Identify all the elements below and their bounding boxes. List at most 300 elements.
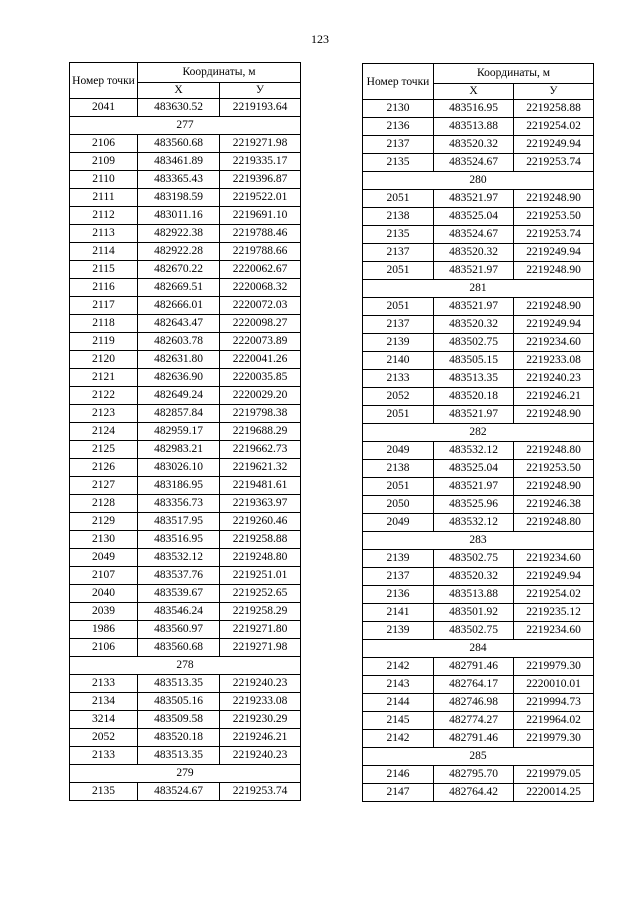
x-coordinate-cell: 482791.46	[434, 730, 514, 748]
x-coordinate-cell: 483532.12	[138, 549, 220, 567]
point-number-cell: 2139	[363, 334, 434, 352]
x-coordinate-cell: 482631.80	[138, 351, 220, 369]
x-coordinate-cell: 483546.24	[138, 603, 220, 621]
y-coordinate-cell: 2219253.50	[514, 208, 594, 226]
header-coordinates: Координаты, м	[138, 63, 301, 83]
y-coordinate-cell: 2219235.12	[514, 604, 594, 622]
y-coordinate-cell: 2219252.65	[220, 585, 301, 603]
section-row	[363, 172, 594, 190]
x-coordinate-cell: 483513.88	[434, 586, 514, 604]
point-number-cell: 2039	[70, 603, 138, 621]
section-label: 283	[363, 532, 594, 550]
table-row	[70, 747, 301, 765]
table-row	[70, 729, 301, 747]
y-coordinate-cell: 2220035.85	[220, 369, 301, 387]
coordinates-table-left	[69, 62, 301, 801]
table-row	[363, 604, 594, 622]
y-coordinate-cell: 2219249.94	[514, 316, 594, 334]
y-coordinate-cell: 2219662.73	[220, 441, 301, 459]
section-label: 279	[70, 765, 301, 783]
point-number-cell: 2145	[363, 712, 434, 730]
table-row	[70, 153, 301, 171]
table-row	[70, 585, 301, 603]
x-coordinate-cell: 483524.67	[138, 783, 220, 801]
x-coordinate-cell: 483186.95	[138, 477, 220, 495]
y-coordinate-cell: 2219271.98	[220, 135, 301, 153]
table-row	[363, 730, 594, 748]
y-coordinate-cell: 2220068.32	[220, 279, 301, 297]
y-coordinate-cell: 2219246.21	[514, 388, 594, 406]
table-row	[70, 477, 301, 495]
y-coordinate-cell: 2219249.94	[514, 568, 594, 586]
section-label: 284	[363, 640, 594, 658]
x-coordinate-cell: 483525.04	[434, 208, 514, 226]
point-number-cell: 2134	[70, 693, 138, 711]
table-row	[363, 442, 594, 460]
x-coordinate-cell: 483513.88	[434, 118, 514, 136]
x-coordinate-cell: 483560.68	[138, 639, 220, 657]
y-coordinate-cell: 2220073.89	[220, 333, 301, 351]
point-number-cell: 2118	[70, 315, 138, 333]
y-coordinate-cell: 2219258.29	[220, 603, 301, 621]
section-label: 285	[363, 748, 594, 766]
x-coordinate-cell: 482649.24	[138, 387, 220, 405]
point-number-cell: 2122	[70, 387, 138, 405]
x-coordinate-cell: 483505.15	[434, 352, 514, 370]
x-coordinate-cell: 483502.75	[434, 334, 514, 352]
x-coordinate-cell: 483521.97	[434, 190, 514, 208]
section-label: 281	[363, 280, 594, 298]
y-coordinate-cell: 2219246.38	[514, 496, 594, 514]
x-coordinate-cell: 483537.76	[138, 567, 220, 585]
y-coordinate-cell: 2219233.08	[514, 352, 594, 370]
table-row	[70, 495, 301, 513]
point-number-cell: 2106	[70, 135, 138, 153]
point-number-cell: 2115	[70, 261, 138, 279]
y-coordinate-cell: 2219248.90	[514, 262, 594, 280]
x-coordinate-cell: 483525.04	[434, 460, 514, 478]
point-number-cell: 2120	[70, 351, 138, 369]
section-label: 277	[70, 117, 301, 135]
point-number-cell: 2140	[363, 352, 434, 370]
point-number-cell: 2139	[363, 550, 434, 568]
section-row	[363, 748, 594, 766]
x-coordinate-cell: 483520.32	[434, 244, 514, 262]
x-coordinate-cell: 483513.35	[138, 747, 220, 765]
y-coordinate-cell: 2219691.10	[220, 207, 301, 225]
point-number-cell: 2051	[363, 478, 434, 496]
x-coordinate-cell: 483516.95	[138, 531, 220, 549]
y-coordinate-cell: 2219240.23	[220, 675, 301, 693]
table-row	[70, 531, 301, 549]
x-coordinate-cell: 483520.18	[434, 388, 514, 406]
y-coordinate-cell: 2219234.60	[514, 334, 594, 352]
x-coordinate-cell: 483502.75	[434, 550, 514, 568]
point-number-cell: 2142	[363, 658, 434, 676]
point-number-cell: 2040	[70, 585, 138, 603]
x-coordinate-cell: 482746.98	[434, 694, 514, 712]
y-coordinate-cell: 2219240.23	[514, 370, 594, 388]
point-number-cell: 2052	[70, 729, 138, 747]
point-number-cell: 2041	[70, 99, 138, 117]
y-coordinate-cell: 2219248.80	[220, 549, 301, 567]
x-coordinate-cell: 482774.27	[434, 712, 514, 730]
table-row	[70, 423, 301, 441]
table-row	[363, 694, 594, 712]
table-row	[70, 225, 301, 243]
header-y: У	[220, 83, 301, 99]
point-number-cell: 2143	[363, 676, 434, 694]
y-coordinate-cell: 2219251.01	[220, 567, 301, 585]
point-number-cell: 2135	[363, 154, 434, 172]
table-row	[363, 406, 594, 424]
point-number-cell: 2128	[70, 495, 138, 513]
x-coordinate-cell: 483630.52	[138, 99, 220, 117]
y-coordinate-cell: 2219246.21	[220, 729, 301, 747]
point-number-cell: 2130	[363, 100, 434, 118]
x-coordinate-cell: 483026.10	[138, 459, 220, 477]
section-row	[70, 117, 301, 135]
point-number-cell: 2112	[70, 207, 138, 225]
table-row	[363, 334, 594, 352]
y-coordinate-cell: 2219193.64	[220, 99, 301, 117]
x-coordinate-cell: 483532.12	[434, 442, 514, 460]
x-coordinate-cell: 482669.51	[138, 279, 220, 297]
y-coordinate-cell: 2219271.80	[220, 621, 301, 639]
y-coordinate-cell: 2219260.46	[220, 513, 301, 531]
table-row	[70, 567, 301, 585]
point-number-cell: 2142	[363, 730, 434, 748]
y-coordinate-cell: 2219363.97	[220, 495, 301, 513]
table-row	[363, 190, 594, 208]
table-row	[70, 243, 301, 261]
header-x: X	[434, 84, 514, 100]
x-coordinate-cell: 482959.17	[138, 423, 220, 441]
table-row	[70, 99, 301, 117]
x-coordinate-cell: 483198.59	[138, 189, 220, 207]
y-coordinate-cell: 2219234.60	[514, 550, 594, 568]
table-row	[363, 676, 594, 694]
y-coordinate-cell: 2219335.17	[220, 153, 301, 171]
point-number-cell: 2133	[70, 747, 138, 765]
point-number-cell: 2133	[363, 370, 434, 388]
table-row	[363, 154, 594, 172]
section-row	[363, 280, 594, 298]
section-row	[70, 657, 301, 675]
x-coordinate-cell: 483365.43	[138, 171, 220, 189]
y-coordinate-cell: 2219798.38	[220, 405, 301, 423]
point-number-cell: 2050	[363, 496, 434, 514]
x-coordinate-cell: 483520.32	[434, 568, 514, 586]
x-coordinate-cell: 483509.58	[138, 711, 220, 729]
y-coordinate-cell: 2219979.30	[514, 730, 594, 748]
x-coordinate-cell: 483517.95	[138, 513, 220, 531]
point-number-cell: 2051	[363, 298, 434, 316]
x-coordinate-cell: 483501.92	[434, 604, 514, 622]
point-number-cell: 2137	[363, 136, 434, 154]
point-number-cell: 2137	[363, 568, 434, 586]
y-coordinate-cell: 2219788.46	[220, 225, 301, 243]
y-coordinate-cell: 2219248.90	[514, 190, 594, 208]
coordinates-table-right	[362, 63, 594, 802]
table-row	[363, 388, 594, 406]
table-row	[70, 171, 301, 189]
point-number-cell: 2147	[363, 784, 434, 802]
point-number-cell: 2117	[70, 297, 138, 315]
section-row	[363, 532, 594, 550]
table-row	[70, 261, 301, 279]
y-coordinate-cell: 2219248.80	[514, 514, 594, 532]
header-y: У	[514, 84, 594, 100]
x-coordinate-cell: 483524.67	[434, 154, 514, 172]
point-number-cell: 2123	[70, 405, 138, 423]
point-number-cell: 2051	[363, 262, 434, 280]
y-coordinate-cell: 2219964.02	[514, 712, 594, 730]
y-coordinate-cell: 2219979.05	[514, 766, 594, 784]
table-row	[70, 783, 301, 801]
x-coordinate-cell: 483356.73	[138, 495, 220, 513]
table-row	[363, 100, 594, 118]
table-row	[70, 351, 301, 369]
point-number-cell: 2121	[70, 369, 138, 387]
x-coordinate-cell: 483521.97	[434, 406, 514, 424]
x-coordinate-cell: 483521.97	[434, 262, 514, 280]
table-row	[70, 369, 301, 387]
header-point-label: Номер точки	[366, 75, 430, 88]
table-row	[363, 568, 594, 586]
y-coordinate-cell: 2220014.25	[514, 784, 594, 802]
point-number-cell: 2127	[70, 477, 138, 495]
table-row	[363, 244, 594, 262]
table-row	[70, 189, 301, 207]
x-coordinate-cell: 482603.78	[138, 333, 220, 351]
x-coordinate-cell: 482764.17	[434, 676, 514, 694]
point-number-cell: 2135	[363, 226, 434, 244]
point-number-cell: 2135	[70, 783, 138, 801]
table-row	[363, 622, 594, 640]
x-coordinate-cell: 483524.67	[434, 226, 514, 244]
y-coordinate-cell: 2219248.90	[514, 298, 594, 316]
y-coordinate-cell: 2219240.23	[220, 747, 301, 765]
point-number-cell: 2124	[70, 423, 138, 441]
table-row	[363, 766, 594, 784]
x-coordinate-cell: 482922.28	[138, 243, 220, 261]
y-coordinate-cell: 2219621.32	[220, 459, 301, 477]
point-number-cell: 2051	[363, 406, 434, 424]
point-number-cell: 2110	[70, 171, 138, 189]
y-coordinate-cell: 2219248.80	[514, 442, 594, 460]
x-coordinate-cell: 483560.68	[138, 135, 220, 153]
point-number-cell: 2049	[363, 514, 434, 532]
table-row	[363, 496, 594, 514]
y-coordinate-cell: 2219254.02	[514, 586, 594, 604]
x-coordinate-cell: 483560.97	[138, 621, 220, 639]
table-row	[363, 658, 594, 676]
x-coordinate-cell: 483513.35	[434, 370, 514, 388]
point-number-cell: 2109	[70, 153, 138, 171]
point-number-cell: 2138	[363, 460, 434, 478]
x-coordinate-cell: 482857.84	[138, 405, 220, 423]
y-coordinate-cell: 2219979.30	[514, 658, 594, 676]
y-coordinate-cell: 2219253.74	[514, 226, 594, 244]
table-row	[363, 352, 594, 370]
x-coordinate-cell: 483502.75	[434, 622, 514, 640]
table-row	[363, 208, 594, 226]
x-coordinate-cell: 482922.38	[138, 225, 220, 243]
y-coordinate-cell: 2219271.98	[220, 639, 301, 657]
section-label: 278	[70, 657, 301, 675]
point-number-cell: 2106	[70, 639, 138, 657]
point-number-cell: 2146	[363, 766, 434, 784]
y-coordinate-cell: 2220041.26	[220, 351, 301, 369]
x-coordinate-cell: 483525.96	[434, 496, 514, 514]
x-coordinate-cell: 482670.22	[138, 261, 220, 279]
table-row	[363, 712, 594, 730]
y-coordinate-cell: 2219396.87	[220, 171, 301, 189]
y-coordinate-cell: 2219994.73	[514, 694, 594, 712]
x-coordinate-cell: 483520.32	[434, 136, 514, 154]
table-row	[70, 207, 301, 225]
y-coordinate-cell: 2219688.29	[220, 423, 301, 441]
point-number-cell: 2114	[70, 243, 138, 261]
point-number-cell: 2138	[363, 208, 434, 226]
point-number-cell: 3214	[70, 711, 138, 729]
table-row	[70, 639, 301, 657]
point-number-cell: 2129	[70, 513, 138, 531]
point-number-cell: 2133	[70, 675, 138, 693]
point-number-cell: 2126	[70, 459, 138, 477]
x-coordinate-cell: 483011.16	[138, 207, 220, 225]
point-number-cell: 2113	[70, 225, 138, 243]
y-coordinate-cell: 2219253.74	[220, 783, 301, 801]
point-number-cell: 2144	[363, 694, 434, 712]
table-row	[70, 387, 301, 405]
point-number-cell: 2107	[70, 567, 138, 585]
x-coordinate-cell: 483521.97	[434, 298, 514, 316]
table-row	[363, 550, 594, 568]
x-coordinate-cell: 483520.32	[434, 316, 514, 334]
table-row	[363, 136, 594, 154]
table-row	[70, 405, 301, 423]
table-row	[70, 441, 301, 459]
table-row	[70, 279, 301, 297]
table-row	[363, 514, 594, 532]
x-coordinate-cell: 482636.90	[138, 369, 220, 387]
point-number-cell: 2119	[70, 333, 138, 351]
table-row	[363, 298, 594, 316]
y-coordinate-cell: 2219249.94	[514, 244, 594, 262]
point-number-cell: 2049	[363, 442, 434, 460]
section-row	[70, 765, 301, 783]
header-point-number	[363, 64, 434, 100]
y-coordinate-cell: 2220010.01	[514, 676, 594, 694]
x-coordinate-cell: 482666.01	[138, 297, 220, 315]
x-coordinate-cell: 483516.95	[434, 100, 514, 118]
header-point-number	[70, 63, 138, 99]
point-number-cell: 2130	[70, 531, 138, 549]
table-row	[70, 297, 301, 315]
x-coordinate-cell: 483505.16	[138, 693, 220, 711]
table-row	[70, 675, 301, 693]
table-row	[363, 226, 594, 244]
table-row	[70, 135, 301, 153]
x-coordinate-cell: 482983.21	[138, 441, 220, 459]
x-coordinate-cell: 482764.42	[434, 784, 514, 802]
table-row	[363, 262, 594, 280]
table-row	[363, 370, 594, 388]
section-label: 280	[363, 172, 594, 190]
table-row	[70, 549, 301, 567]
point-number-cell: 2111	[70, 189, 138, 207]
y-coordinate-cell: 2219522.01	[220, 189, 301, 207]
x-coordinate-cell: 482791.46	[434, 658, 514, 676]
point-number-cell: 2139	[363, 622, 434, 640]
table-row	[70, 333, 301, 351]
point-number-cell: 2051	[363, 190, 434, 208]
point-number-cell: 2136	[363, 118, 434, 136]
table-row	[70, 315, 301, 333]
x-coordinate-cell: 483520.18	[138, 729, 220, 747]
point-number-cell: 2052	[363, 388, 434, 406]
y-coordinate-cell: 2219258.88	[220, 531, 301, 549]
point-number-cell: 1986	[70, 621, 138, 639]
x-coordinate-cell: 482643.47	[138, 315, 220, 333]
x-coordinate-cell: 483539.67	[138, 585, 220, 603]
x-coordinate-cell: 483532.12	[434, 514, 514, 532]
section-row	[363, 424, 594, 442]
y-coordinate-cell: 2219254.02	[514, 118, 594, 136]
y-coordinate-cell: 2219253.50	[514, 460, 594, 478]
x-coordinate-cell: 483521.97	[434, 478, 514, 496]
table-row	[70, 603, 301, 621]
header-coordinates: Координаты, м	[434, 64, 594, 84]
y-coordinate-cell: 2219230.29	[220, 711, 301, 729]
y-coordinate-cell: 2219258.88	[514, 100, 594, 118]
x-coordinate-cell: 483461.89	[138, 153, 220, 171]
page-number: 123	[311, 32, 329, 46]
table-row	[363, 316, 594, 334]
table-row	[363, 478, 594, 496]
table-row	[70, 711, 301, 729]
y-coordinate-cell: 2220072.03	[220, 297, 301, 315]
point-number-cell: 2137	[363, 244, 434, 262]
table-row	[70, 513, 301, 531]
section-row	[363, 640, 594, 658]
table-row	[70, 693, 301, 711]
table-row	[70, 621, 301, 639]
y-coordinate-cell: 2220029.20	[220, 387, 301, 405]
y-coordinate-cell: 2219234.60	[514, 622, 594, 640]
table-row	[363, 784, 594, 802]
y-coordinate-cell: 2219249.94	[514, 136, 594, 154]
y-coordinate-cell: 2219248.90	[514, 406, 594, 424]
x-coordinate-cell: 482795.70	[434, 766, 514, 784]
table-row	[363, 118, 594, 136]
header-x: X	[138, 83, 220, 99]
y-coordinate-cell: 2219248.90	[514, 478, 594, 496]
table-row	[363, 586, 594, 604]
y-coordinate-cell: 2219233.08	[220, 693, 301, 711]
point-number-cell: 2136	[363, 586, 434, 604]
point-number-cell: 2049	[70, 549, 138, 567]
y-coordinate-cell: 2219481.61	[220, 477, 301, 495]
point-number-cell: 2137	[363, 316, 434, 334]
point-number-cell: 2116	[70, 279, 138, 297]
point-number-cell: 2141	[363, 604, 434, 622]
table-row	[363, 460, 594, 478]
y-coordinate-cell: 2219253.74	[514, 154, 594, 172]
y-coordinate-cell: 2220062.67	[220, 261, 301, 279]
